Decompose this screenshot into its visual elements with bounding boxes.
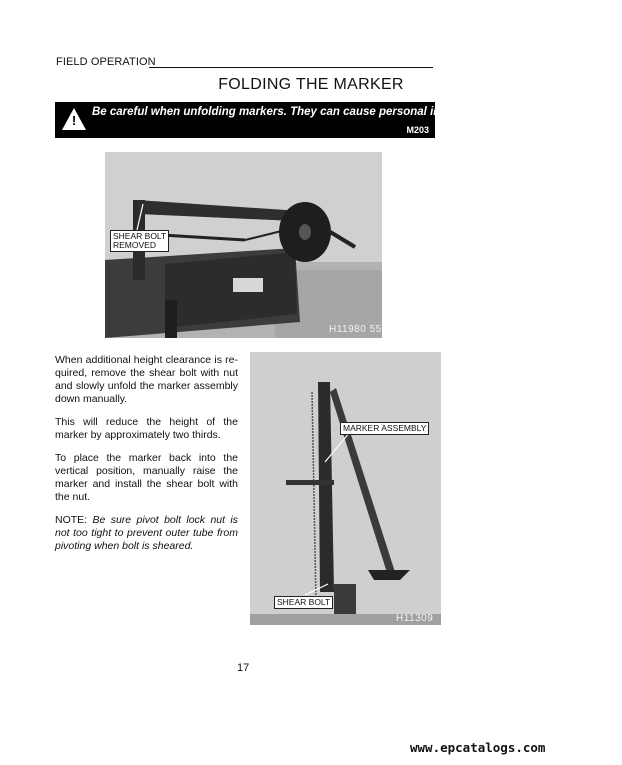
watermark: www.epcatalogs.com xyxy=(410,740,546,755)
note-label: NOTE: xyxy=(55,514,88,526)
page-title-text: FOLDING THE MARKER xyxy=(218,76,404,93)
warning-text: Be careful when unfolding markers. They can cause personal injury. xyxy=(92,106,465,118)
callout-shear-bolt: SHEAR BOLT xyxy=(274,596,333,609)
callout-marker-assembly: MARKER ASSEMBLY xyxy=(340,422,429,435)
warning-banner xyxy=(55,102,465,138)
figure-marker-folded xyxy=(105,152,382,338)
note-text: Be sure pivot bolt lock nut is not too tight to prevent outer tube from pivoting when bolt is sheared. xyxy=(55,514,239,552)
warning-exclamation: ! xyxy=(71,113,77,128)
paragraph-3: To place the marker back into the vertical position, manually raise the marker and install the shear bolt with the nut. xyxy=(55,452,238,503)
paragraph-2: This will reduce the height of the marker by approximately two thirds. xyxy=(55,416,238,441)
note xyxy=(55,514,238,553)
body-text xyxy=(55,354,238,563)
figure2-photo-id: H11309 xyxy=(396,613,434,624)
warning-code: M203 xyxy=(406,125,429,135)
paragraph-1: When additional height clearance is re-quired, remove the shear bolt with nut and slowly unfold the marker assembly down manually. xyxy=(55,354,238,405)
section-rule xyxy=(149,67,433,68)
page-title xyxy=(0,76,622,94)
callout-shear-bolt-removed: SHEAR BOLT REMOVED xyxy=(110,230,169,252)
page-number: 17 xyxy=(237,662,250,674)
photo-marker-assembly xyxy=(250,352,441,625)
figure-marker-assembly xyxy=(250,352,441,625)
section-header: FIELD OPERATION xyxy=(56,56,156,68)
figure1-photo-id: H11980 55 xyxy=(329,324,382,335)
